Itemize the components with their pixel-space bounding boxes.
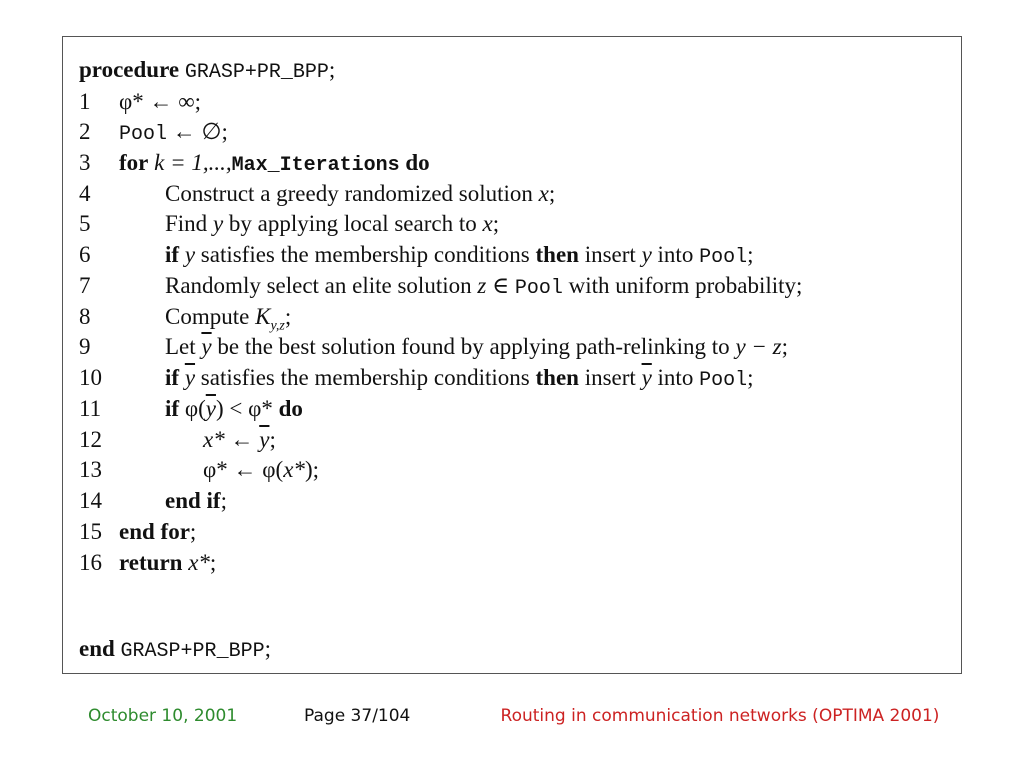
algo-line-2: 2 Pool ← ∅; xyxy=(79,119,228,146)
footer-page-number: Page 37/104 xyxy=(304,706,411,726)
algo-line-12: 12 x* ← $\overline{y}$; xyxy=(79,427,276,452)
algo-line-7: 7 Randomly select an elite solution z ∈ Pool with uniform probability; xyxy=(79,273,803,300)
algo-line-1: 1 φ* ← ∞; xyxy=(79,89,202,114)
algo-line-6: 6 if y satisfies the membership conditions then insert y into Pool; xyxy=(79,242,754,269)
algo-line-4: 4 Construct a greedy randomized solution x; xyxy=(79,181,556,206)
algo-line-9: 9 Let $\overline{y}$ be the best solution found by applying path-relinking to y − z; xyxy=(79,334,789,359)
algo-line-14: 14 end if; xyxy=(79,488,227,513)
algo-line-11: 11 if $\varphi(\overline{y}) < \varphi*$ do xyxy=(79,396,303,421)
procedure-header: procedure GRASP+PR_BPP; xyxy=(79,57,336,84)
algo-line-5: 5 Find y by applying local search to x; xyxy=(79,211,500,236)
procedure-footer: end GRASP+PR_BPP; xyxy=(79,636,271,663)
algo-line-8: 8 Compute $K_{y,z}$; xyxy=(79,304,292,334)
algo-line-15: 15 end for; xyxy=(79,519,197,544)
algo-line-10: 10 if $\overline{y}$ satisfies the membership conditions then insert $\overline{y}$ into Pool; xyxy=(79,365,754,392)
footer-date: October 10, 2001 xyxy=(88,706,238,726)
algorithm-box xyxy=(62,36,962,674)
algo-line-3: 3 for k = 1,...,Max_Iterations do xyxy=(79,150,430,177)
algo-line-13: 13 φ* ← φ(x*); xyxy=(79,457,319,482)
algo-line-16: 16 return x*; xyxy=(79,550,217,575)
footer-presentation-title: Routing in communication networks (OPTIMA 2001) xyxy=(500,706,940,726)
